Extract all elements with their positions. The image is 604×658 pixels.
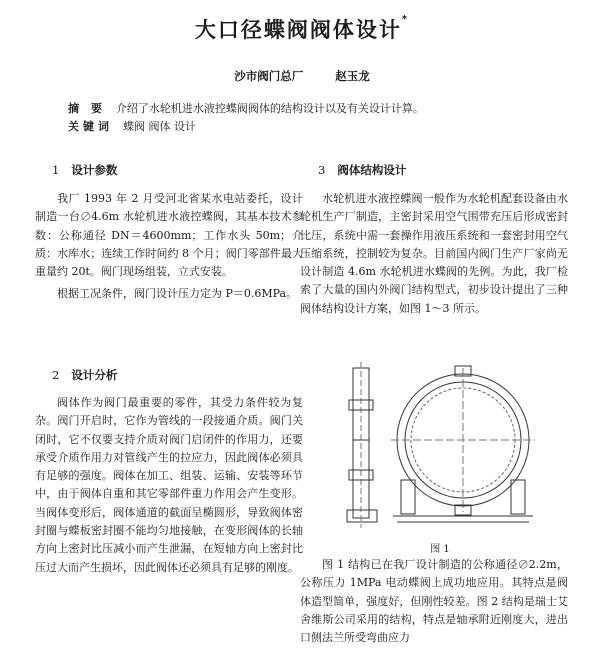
abstract: 摘 要 介绍了水轮机进水液控蝶阀阀体的结构设计以及有关设计计算。 [68,102,424,115]
author-line [0,68,604,84]
section-body-1: 我厂 1993 年 2 月受河北省某水电站委托，设计制造一台∅4.6m 水轮机进水液控蝶阀，其基本技术参数：公称通径 DN＝4600mm；工作水头 50m；介质：水库水；连续工作时间约 8 个月；阀门零部件最大重量约 20t。阀门现场组装，立式安装。 根据工况条件，阀门设计压力定为 P＝0.6MPa。 [35,192,303,301]
section-heading-3: 3 阀体结构设计 [318,163,407,177]
author-name: 赵玉龙 [335,69,370,83]
section-heading-1: 1 设计参数 [52,163,118,177]
figure-1-drawing [345,360,535,535]
keywords: 关键词 蝶阀 阀体 设计 [68,120,196,133]
section-body-3: 水轮机进水液控蝶阀一般作为水轮机配套设备由水轮机生产厂制造，主密封采用空气围带充压后形成密封比压，系统中需一套操作用液压系统和一套密封用空气压缩系统，控制较为复杂。目前国内阀门生产厂家尚无设计制造 4.6m 水轮机进水蝶阀的先例。为此，我厂检索了大量的国内外阀门结构型式，初步设计提出了三种阀体结构设计方案，如图 1～3 所示。 [300,192,568,315]
section-body-2: 阀体作为阀门最重要的零件，其受力条件较为复杂。阀门开启时，它作为管线的一段接通介质。阀门关闭时，它不仅要支持介质对阀门启闭件的作用力，还要承受介质作用力对管线产生的拉应力，因此阀体必须具有足够的强度。阀体在加工、组装、运输、安装等环节中，由于阀体自重和其它零部件重力作用会产生变形。当阀体变形后，阀体通道的截面呈椭圆形，导致阀体密封圈与蝶板密封圈不能均匀地接触，在变形阀体的长轴方向上密封比压减小而产生泄漏，在短轴方向上密封比压过大而产生损坏，因此阀体还必须具有足够的刚度。 [35,396,303,574]
section-heading-2: 2 设计分析 [52,368,118,382]
affiliation: 沙市阀门总厂 [234,69,304,83]
figure-1-caption: 图 1 [430,544,450,555]
after-figure-text: 图 1 结构已在我厂设计制造的公称通径∅2.2m，公称压力 1MPa 电动蝶阀上成功地应用。其特点是阀体造型简单，强度好，但刚性较差。图 2 结构是瑞士艾舍维斯公司采用的结构，特点是轴承附近刚度大，进出口侧法兰所受弯曲应力 [300,558,568,645]
paper-title: 大口径蝶阀阀体设计* [194,14,410,42]
